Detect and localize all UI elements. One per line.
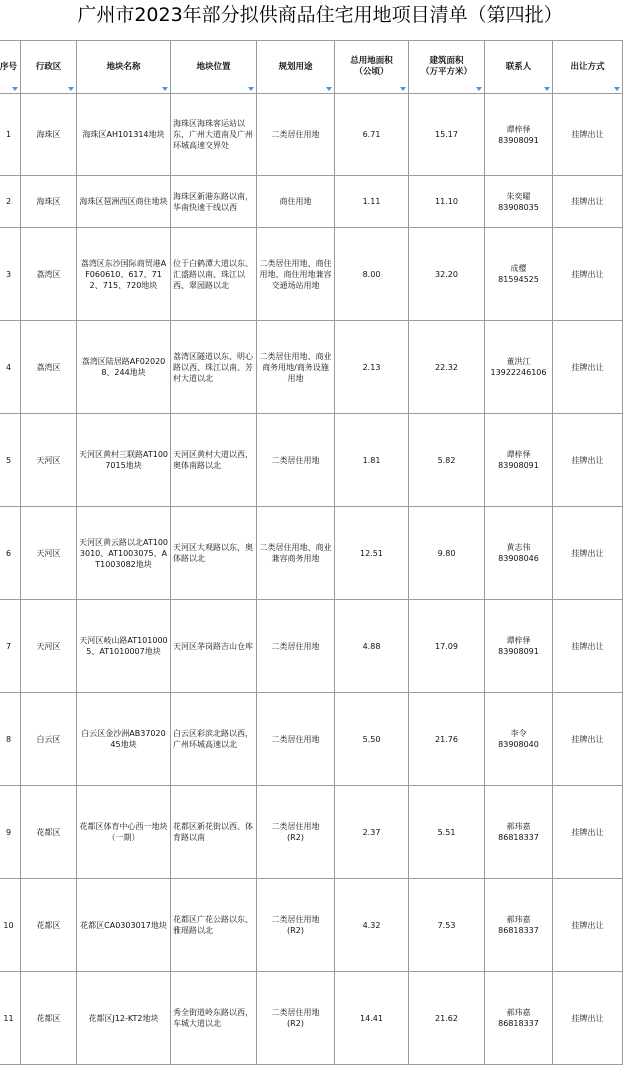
- cell-land-area-text: 8.00: [362, 269, 381, 279]
- cell-transfer-method-text: 挂牌出让: [571, 455, 604, 465]
- cell-district[interactable]: [21, 786, 77, 879]
- cell-transfer-method-text: 挂牌出让: [571, 1013, 604, 1023]
- cell-parcel-name-text: 花都区体育中心西一地块 （一期）: [79, 822, 168, 842]
- column-header-label: 总用地面积 （公顷）: [350, 56, 393, 77]
- cell-index-text: 11: [3, 1013, 14, 1023]
- filter-dropdown-icon[interactable]: [12, 87, 18, 91]
- cell-index-text: 9: [5, 827, 12, 837]
- cell-transfer-method[interactable]: [553, 321, 623, 414]
- cell-contact[interactable]: [485, 879, 553, 972]
- cell-index[interactable]: [0, 879, 21, 972]
- cell-index[interactable]: [0, 693, 21, 786]
- cell-floor-area-text: 22.32: [435, 362, 458, 372]
- cell-land-area-text: 5.50: [362, 734, 381, 744]
- cell-usage[interactable]: [257, 786, 335, 879]
- cell-transfer-method[interactable]: [553, 786, 623, 879]
- cell-transfer-method-text: 挂牌出让: [571, 362, 604, 372]
- filter-dropdown-icon[interactable]: [614, 87, 620, 91]
- cell-district[interactable]: [21, 228, 77, 321]
- cell-transfer-method-text: 挂牌出让: [571, 548, 604, 558]
- cell-parcel-name[interactable]: [77, 507, 171, 600]
- filter-dropdown-icon[interactable]: [162, 87, 168, 91]
- cell-location[interactable]: [171, 600, 257, 693]
- cell-contact[interactable]: [485, 94, 553, 176]
- cell-district-text: 荔湾区: [36, 362, 61, 372]
- cell-parcel-name[interactable]: [77, 600, 171, 693]
- cell-location[interactable]: [171, 321, 257, 414]
- cell-transfer-method[interactable]: [553, 414, 623, 507]
- filter-dropdown-icon[interactable]: [248, 87, 254, 91]
- cell-parcel-name[interactable]: [77, 176, 171, 228]
- cell-usage-text: 二类居住用地 (R2): [271, 822, 320, 842]
- filter-dropdown-icon[interactable]: [544, 87, 550, 91]
- cell-floor-area-text: 32.20: [435, 269, 458, 279]
- cell-location[interactable]: [171, 507, 257, 600]
- cell-floor-area-text: 15.17: [435, 130, 458, 139]
- cell-usage[interactable]: [257, 972, 335, 1065]
- cell-transfer-method[interactable]: [553, 600, 623, 693]
- land-list-table: [0, 40, 623, 1065]
- cell-floor-area[interactable]: [409, 600, 485, 693]
- cell-contact[interactable]: [485, 414, 553, 507]
- cell-index[interactable]: [0, 972, 21, 1065]
- cell-contact[interactable]: [485, 693, 553, 786]
- cell-district[interactable]: [21, 176, 77, 228]
- cell-transfer-method[interactable]: [553, 972, 623, 1065]
- cell-parcel-name[interactable]: [77, 321, 171, 414]
- cell-parcel-name-text: 荔湾区东沙国际商贸港AF060610、617、712、715、720地块: [80, 258, 167, 290]
- cell-index-text: 7: [5, 641, 12, 651]
- cell-transfer-method[interactable]: [553, 228, 623, 321]
- cell-index-text: 1: [5, 130, 12, 139]
- cell-location-text: 天河区黄村大道以西，奥体南路以北: [173, 450, 253, 470]
- cell-parcel-name-text: 白云区金沙洲AB3702045地块: [81, 729, 166, 749]
- cell-land-area-text: 1.11: [362, 197, 381, 206]
- cell-floor-area[interactable]: [409, 228, 485, 321]
- cell-land-area-text: 6.71: [362, 130, 381, 139]
- cell-index-text: 2: [5, 197, 12, 206]
- cell-usage[interactable]: [257, 879, 335, 972]
- cell-location[interactable]: [171, 879, 257, 972]
- cell-parcel-name-text: 花都区CA0303017地块: [80, 920, 167, 930]
- cell-contact-text: 谭梓怿 83908091: [498, 636, 539, 656]
- cell-location-text: 荔湾区隧道以东、明心路以西、珠江以南、芳村大道以北: [173, 351, 253, 383]
- cell-usage[interactable]: [257, 600, 335, 693]
- cell-parcel-name-text: 天河区岐山路AT1010005、AT1010007地块: [79, 636, 168, 656]
- cell-usage-text: 二类居住用地 (R2): [271, 1008, 320, 1028]
- cell-floor-area[interactable]: [409, 94, 485, 176]
- cell-usage-text: 二类居住用地: [271, 455, 320, 465]
- cell-land-area-text: 2.13: [362, 362, 381, 372]
- cell-usage[interactable]: [257, 414, 335, 507]
- cell-usage-text: 二类居住用地、商业商务用地/商务设施用地: [259, 351, 332, 383]
- table-row: [0, 507, 623, 600]
- cell-index-text: 6: [5, 548, 12, 558]
- column-header-label: 地块位置: [196, 61, 231, 72]
- table-row: [0, 600, 623, 693]
- cell-index[interactable]: [0, 321, 21, 414]
- cell-index[interactable]: [0, 228, 21, 321]
- cell-transfer-method-text: 挂牌出让: [571, 827, 604, 837]
- cell-contact[interactable]: [485, 600, 553, 693]
- cell-land-area[interactable]: [335, 786, 409, 879]
- cell-location-text: 天河区茅岗路吉山仓库: [173, 641, 253, 651]
- cell-usage[interactable]: [257, 94, 335, 176]
- cell-district[interactable]: [21, 693, 77, 786]
- cell-district-text: 天河区: [36, 455, 61, 465]
- cell-parcel-name[interactable]: [77, 693, 171, 786]
- cell-district-text: 海珠区: [36, 130, 61, 139]
- table-row: [0, 972, 623, 1065]
- column-header-label: 规划用途: [278, 61, 313, 72]
- column-header-land-area[interactable]: [335, 41, 409, 94]
- cell-contact[interactable]: [485, 786, 553, 879]
- cell-transfer-method-text: 挂牌出让: [571, 197, 604, 206]
- cell-location[interactable]: [171, 176, 257, 228]
- cell-usage-text: 二类居住用地: [271, 641, 320, 651]
- column-header-label: 建筑面积 （万平方米）: [420, 56, 472, 77]
- cell-contact-text: 李令 83908040: [498, 729, 539, 749]
- cell-usage-text: 二类居住用地: [271, 734, 320, 744]
- cell-district[interactable]: [21, 879, 77, 972]
- column-header-label: 地块名称: [106, 61, 141, 72]
- table-row: [0, 879, 623, 972]
- cell-transfer-method[interactable]: [553, 507, 623, 600]
- cell-parcel-name-text: 天河区黄村三联路AT1007015地块: [79, 450, 169, 470]
- cell-floor-area[interactable]: [409, 786, 485, 879]
- cell-index-text: 4: [5, 362, 12, 372]
- cell-index[interactable]: [0, 94, 21, 176]
- cell-usage-text: 二类居住用地、商业兼容商务用地: [259, 543, 332, 563]
- cell-location[interactable]: [171, 972, 257, 1065]
- cell-contact-text: 黄志伟 83908046: [498, 543, 539, 563]
- cell-transfer-method-text: 挂牌出让: [571, 920, 604, 930]
- cell-index[interactable]: [0, 414, 21, 507]
- cell-floor-area[interactable]: [409, 321, 485, 414]
- table-row: [0, 693, 623, 786]
- column-header-contact[interactable]: [485, 41, 553, 94]
- cell-location-text: 白云区彩滨北路以西，广州环城高速以北: [173, 729, 253, 749]
- cell-transfer-method-text: 挂牌出让: [571, 641, 604, 651]
- column-header-transfer-method[interactable]: [553, 41, 623, 94]
- cell-land-area-text: 2.37: [362, 827, 381, 837]
- cell-land-area-text: 4.32: [362, 920, 381, 930]
- cell-land-area-text: 12.51: [360, 548, 383, 558]
- cell-transfer-method[interactable]: [553, 693, 623, 786]
- table-row: [0, 414, 623, 507]
- cell-land-area-text: 4.88: [362, 641, 381, 651]
- cell-contact[interactable]: [485, 176, 553, 228]
- cell-land-area[interactable]: [335, 879, 409, 972]
- cell-land-area[interactable]: [335, 693, 409, 786]
- cell-transfer-method[interactable]: [553, 879, 623, 972]
- cell-floor-area[interactable]: [409, 972, 485, 1065]
- cell-land-area[interactable]: [335, 228, 409, 321]
- cell-location-text: 花都区新花街以西、体育路以南: [173, 822, 253, 842]
- cell-parcel-name[interactable]: [77, 414, 171, 507]
- cell-district-text: 天河区: [36, 548, 61, 558]
- cell-floor-area-text: 21.62: [435, 1013, 458, 1023]
- cell-transfer-method-text: 挂牌出让: [571, 130, 604, 139]
- cell-parcel-name-text: 荔湾区陆居路AF020208、244地块: [81, 357, 166, 377]
- cell-district-text: 海珠区: [36, 197, 61, 206]
- cell-location-text: 位于白鹤潭大道以东、汇盛路以南、珠江以西、翠园路以北: [173, 258, 253, 290]
- cell-district[interactable]: [21, 321, 77, 414]
- cell-usage[interactable]: [257, 228, 335, 321]
- column-header-label: 联系人: [505, 61, 532, 72]
- cell-floor-area-text: 5.51: [437, 827, 456, 837]
- filter-dropdown-icon[interactable]: [68, 87, 74, 91]
- cell-floor-area-text: 21.76: [435, 734, 458, 744]
- cell-contact-text: 郝玮嘉 86818337: [498, 915, 539, 935]
- page-title: 广州市2023年部分拟供商品住宅用地项目清单（第四批）: [77, 4, 563, 26]
- cell-land-area[interactable]: [335, 972, 409, 1065]
- cell-location[interactable]: [171, 94, 257, 176]
- cell-floor-area-text: 5.82: [437, 455, 456, 465]
- cell-floor-area[interactable]: [409, 693, 485, 786]
- column-header-floor-area[interactable]: [409, 41, 485, 94]
- cell-parcel-name[interactable]: [77, 786, 171, 879]
- cell-land-area-text: 1.81: [362, 455, 381, 465]
- cell-location[interactable]: [171, 693, 257, 786]
- cell-usage[interactable]: [257, 321, 335, 414]
- cell-index-text: 10: [3, 920, 14, 930]
- cell-location[interactable]: [171, 786, 257, 879]
- cell-index-text: 8: [5, 734, 12, 744]
- cell-parcel-name[interactable]: [77, 228, 171, 321]
- cell-land-area[interactable]: [335, 414, 409, 507]
- column-header-district[interactable]: [21, 41, 77, 94]
- cell-district-text: 花都区: [36, 1013, 61, 1023]
- table-row: [0, 228, 623, 321]
- cell-parcel-name[interactable]: [77, 94, 171, 176]
- cell-index[interactable]: [0, 176, 21, 228]
- cell-district-text: 天河区: [36, 641, 61, 651]
- cell-land-area[interactable]: [335, 600, 409, 693]
- cell-index-text: 3: [5, 269, 12, 279]
- cell-location-text: 海珠区海珠客运站以东，广州大道南及广州环城高速交界处: [173, 119, 253, 150]
- cell-floor-area-text: 11.10: [435, 197, 458, 206]
- cell-location-text: 海珠区新港东路以南，华南快速干线以西: [173, 191, 253, 212]
- cell-usage-text: 商住用地: [279, 197, 312, 206]
- column-header-index[interactable]: [0, 41, 21, 94]
- cell-floor-area[interactable]: [409, 507, 485, 600]
- cell-usage[interactable]: [257, 176, 335, 228]
- cell-location-text: 天河区大观路以东，奥体路以北: [173, 543, 253, 563]
- cell-transfer-method[interactable]: [553, 176, 623, 228]
- cell-contact-text: 郝玮嘉 86818337: [498, 1008, 539, 1028]
- cell-district[interactable]: [21, 94, 77, 176]
- cell-floor-area-text: 17.09: [435, 641, 458, 651]
- cell-district[interactable]: [21, 972, 77, 1065]
- cell-land-area[interactable]: [335, 321, 409, 414]
- cell-usage-text: 二类居住用地: [271, 130, 320, 139]
- cell-contact-text: 朱奕曜 83908035: [498, 191, 539, 212]
- cell-district-text: 花都区: [36, 920, 61, 930]
- column-header-label: 出让方式: [570, 61, 605, 72]
- cell-contact-text: 成樱 81594525: [498, 264, 539, 284]
- filter-dropdown-icon[interactable]: [476, 87, 482, 91]
- column-header-usage[interactable]: [257, 41, 335, 94]
- cell-location[interactable]: [171, 228, 257, 321]
- filter-dropdown-icon[interactable]: [400, 87, 406, 91]
- cell-district[interactable]: [21, 600, 77, 693]
- cell-usage-text: 二类居住用地 (R2): [271, 915, 320, 935]
- cell-contact-text: 谭梓怿 83908091: [498, 450, 539, 470]
- cell-index[interactable]: [0, 786, 21, 879]
- cell-parcel-name-text: 花都区J12-KT2地块: [88, 1013, 159, 1023]
- cell-parcel-name[interactable]: [77, 972, 171, 1065]
- cell-district-text: 花都区: [36, 827, 61, 837]
- cell-contact[interactable]: [485, 972, 553, 1065]
- column-header-parcel-name[interactable]: [77, 41, 171, 94]
- table-row: [0, 321, 623, 414]
- cell-transfer-method[interactable]: [553, 94, 623, 176]
- cell-index-text: 5: [5, 455, 12, 465]
- table-row: [0, 176, 623, 228]
- cell-floor-area[interactable]: [409, 879, 485, 972]
- cell-index[interactable]: [0, 507, 21, 600]
- cell-land-area-text: 14.41: [360, 1013, 383, 1023]
- cell-usage[interactable]: [257, 507, 335, 600]
- cell-contact-text: 郝玮嘉 86818337: [498, 822, 539, 842]
- cell-index[interactable]: [0, 600, 21, 693]
- cell-land-area[interactable]: [335, 176, 409, 228]
- cell-contact-text: 董洪江 13922246106: [490, 357, 547, 377]
- table-row: [0, 94, 623, 176]
- cell-floor-area-text: 9.80: [437, 548, 456, 558]
- cell-location-text: 秀全街道岭东路以西，车城大道以北: [173, 1008, 253, 1028]
- cell-location[interactable]: [171, 414, 257, 507]
- cell-district-text: 白云区: [36, 734, 61, 744]
- cell-usage-text: 二类居住用地、商住用地、商住用地兼容交通场站用地: [259, 258, 332, 290]
- cell-district-text: 荔湾区: [36, 269, 61, 279]
- column-header-location[interactable]: [171, 41, 257, 94]
- cell-parcel-name[interactable]: [77, 879, 171, 972]
- cell-parcel-name-text: 海珠区琶洲西区商住地块: [79, 197, 168, 206]
- cell-floor-area[interactable]: [409, 176, 485, 228]
- cell-contact[interactable]: [485, 228, 553, 321]
- cell-parcel-name-text: 海珠区AH101314地块: [82, 130, 165, 139]
- table-header-row: [0, 41, 623, 94]
- cell-usage[interactable]: [257, 693, 335, 786]
- column-header-label: 序号: [0, 61, 17, 72]
- cell-parcel-name-text: 天河区黄云路以北AT1003010、AT1003075、AT1003082地块: [79, 537, 169, 569]
- cell-land-area[interactable]: [335, 94, 409, 176]
- cell-contact[interactable]: [485, 507, 553, 600]
- cell-contact[interactable]: [485, 321, 553, 414]
- cell-district[interactable]: [21, 414, 77, 507]
- cell-transfer-method-text: 挂牌出让: [571, 734, 604, 744]
- cell-floor-area-text: 7.53: [437, 920, 456, 930]
- cell-floor-area[interactable]: [409, 414, 485, 507]
- filter-dropdown-icon[interactable]: [326, 87, 332, 91]
- cell-district[interactable]: [21, 507, 77, 600]
- cell-transfer-method-text: 挂牌出让: [571, 269, 604, 279]
- cell-location-text: 花都区广花公路以东、雅瑶路以北: [173, 915, 253, 935]
- table-row: [0, 786, 623, 879]
- cell-land-area[interactable]: [335, 507, 409, 600]
- column-header-label: 行政区: [35, 61, 62, 72]
- cell-contact-text: 谭梓怿 83908091: [498, 124, 539, 145]
